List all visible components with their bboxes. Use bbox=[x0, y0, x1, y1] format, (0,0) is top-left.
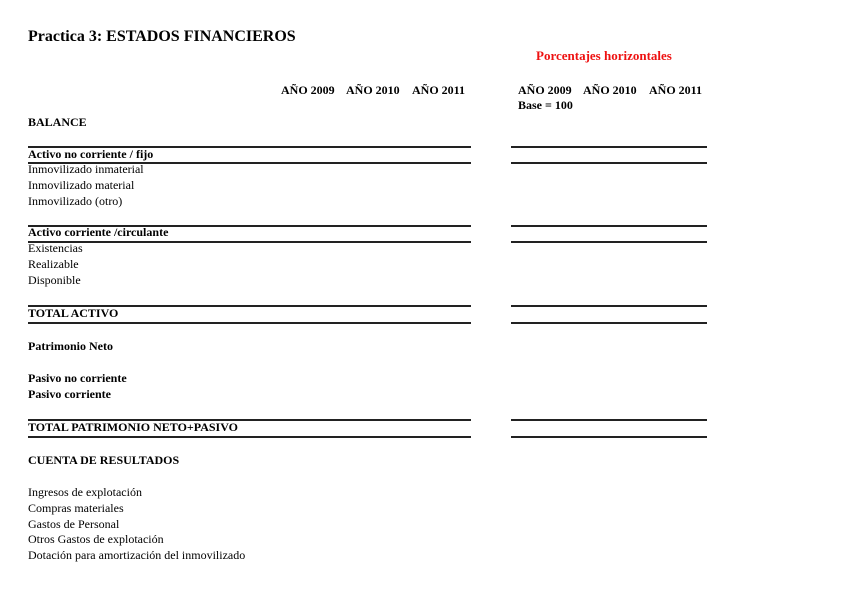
base-label: Base = 100 bbox=[518, 98, 573, 112]
divider bbox=[511, 305, 707, 307]
year-header: AÑO 2011 bbox=[412, 83, 466, 97]
row-label: Disponible bbox=[28, 273, 81, 287]
horizontal-percentages-title: Porcentajes horizontales bbox=[536, 48, 672, 63]
row-label: Gastos de Personal bbox=[28, 517, 120, 531]
row-label: Pasivo corriente bbox=[28, 387, 111, 401]
results-heading: CUENTA DE RESULTADOS bbox=[28, 453, 180, 467]
row-label: Existencias bbox=[28, 241, 83, 255]
divider bbox=[28, 241, 471, 243]
row-label: TOTAL PATRIMONIO NETO+PASIVO bbox=[28, 420, 238, 434]
row-label: Inmovilizado inmaterial bbox=[28, 162, 144, 176]
divider bbox=[511, 436, 707, 438]
balance-heading: BALANCE bbox=[28, 115, 87, 129]
pct-year-header: AÑO 2010 bbox=[583, 83, 637, 97]
pct-year-header: AÑO 2009 bbox=[518, 83, 572, 97]
year-header: AÑO 2009 bbox=[281, 83, 335, 97]
divider bbox=[28, 322, 471, 324]
row-label: TOTAL ACTIVO bbox=[28, 306, 119, 320]
row-label: Otros Gastos de explotación bbox=[28, 532, 164, 546]
divider bbox=[511, 162, 707, 164]
row-label: Pasivo no corriente bbox=[28, 371, 127, 385]
divider bbox=[511, 225, 707, 227]
row-label: Inmovilizado (otro) bbox=[28, 194, 123, 208]
divider bbox=[511, 322, 707, 324]
row-label: Dotación para amortización del inmovilizado bbox=[28, 548, 246, 562]
row-label: Compras materiales bbox=[28, 501, 124, 515]
row-label: Ingresos de explotación bbox=[28, 485, 142, 499]
pct-year-header: AÑO 2011 bbox=[649, 83, 703, 97]
divider bbox=[511, 241, 707, 243]
divider bbox=[511, 419, 707, 421]
divider bbox=[511, 146, 707, 148]
page-title: Practica 3: ESTADOS FINANCIEROS bbox=[28, 28, 296, 45]
year-header: AÑO 2010 bbox=[346, 83, 400, 97]
row-label: Realizable bbox=[28, 257, 79, 271]
divider bbox=[28, 436, 471, 438]
row-label: Activo corriente /circulante bbox=[28, 225, 169, 239]
row-label: Inmovilizado material bbox=[28, 178, 135, 192]
row-label: Activo no corriente / fijo bbox=[28, 147, 154, 161]
row-label: Patrimonio Neto bbox=[28, 339, 113, 353]
